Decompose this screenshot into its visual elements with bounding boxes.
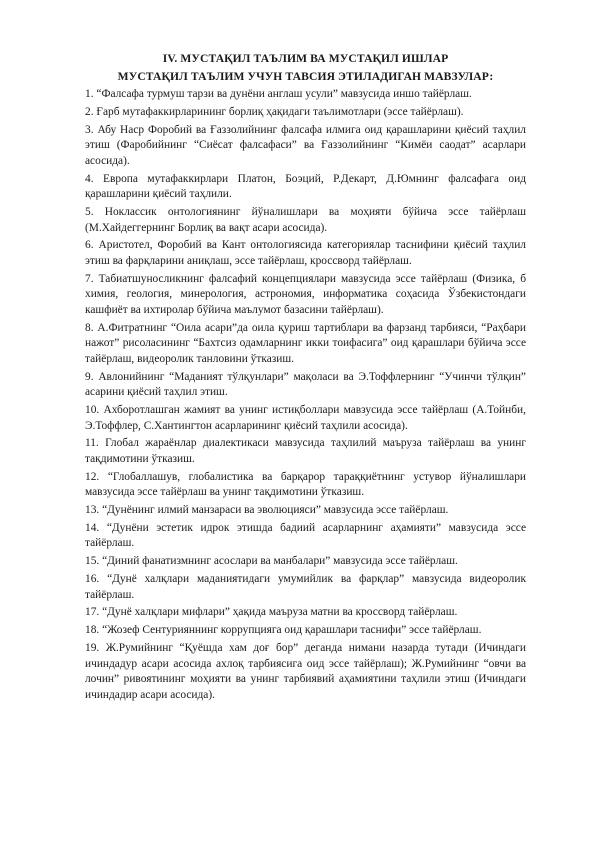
list-item: 11. Глобал жараёнлар диалектикаси мавзусида таҳлилий маъруза тайёрлаш ва унинг тақдимотини ўтказиш. (85, 437, 526, 465)
list-item: 9. Авлонийнинг “Маданият тўлқунлари” мақоласи ва Э.Тоффлернинг “Учинчи тўлқин” асарини қиёсий таҳлил этиш. (85, 370, 526, 399)
document-page (85, 50, 526, 706)
list-item: 10. Ахборотлашган жамият ва унинг истиқболлари мавзусида эссе тайёрлаш (А.Тойнби, Э.Тоффлер, С.Хантингтон асарларининг қиёсий таҳлили асосида). (85, 403, 526, 432)
list-item: 15. “Диний фанатизмнинг асослари ва манбалари” мавзусида эссе тайёрлаш. (85, 555, 458, 568)
topic-list (85, 87, 526, 703)
section-heading: IV. МУСТАҚИЛ ТАЪЛИМ ВА МУСТАҚИЛ ИШЛАР (162, 52, 449, 65)
list-item: 17. “Дунё халқлари мифлари” ҳақида маъруза матни ва кроссворд тайёрлаш. (85, 606, 458, 619)
list-item: 16. “Дунё халқлари маданиятидаги умумийлик ва фарқлар” мавзусида видеоролик тайёрлаш. (85, 573, 526, 601)
list-item: 13. “Дунёнинг илмий манзараси ва эволюцияси” мавзусида эссе тайёрлаш. (85, 504, 449, 517)
list-item: 6. Аристотел, Форобий ва Кант онтологиясида категориялар таснифини қиёсий таҳлил этиш ва фарқларини аниқлаш, эссе тайёрлаш, кроссворд тайёрлаш. (85, 239, 526, 267)
list-item: 2. Ғарб мутафаккирларининг борлиқ ҳақидаги таълимотлари (эссе тайёрлаш). (85, 105, 464, 118)
list-item: 7. Табиатшуносликнинг фалсафий концепциялари мавзусида эссе тайёрлаш (Физика, б химия, геология, минерология, астрономия, информатика соҳасида Ўзбекистондаги кашфиёт ва ихтиролар бўйича маълумот базасини тайёрлаш). (85, 272, 526, 316)
list-item: 8. А.Фитратнинг “Оила асари”да оила қуриш тартиблари ва фарзанд тарбияси, “Раҳбари нажот” рисоласининг “Бахтсиз одамларнинг икки тоифасига” оид қарашлари бўйича эссе тайёрлаш, видеоролик танловини ўтказиш. (85, 321, 526, 365)
section-subheading: МУСТАҚИЛ ТАЪЛИМ УЧУН ТАВСИЯ ЭТИЛАДИГАН МАВЗУЛАР: (117, 70, 494, 83)
list-item: 3. Абу Наср Форобий ва Ғаззолийнинг фалсафа илмига оид қарашларини қиёсий таҳлил этиш (Фаробийнинг “Сиёсат фалсафаси” ва Ғаззолийнинг “Кимёи саодат” асарлари асосида). (85, 123, 526, 167)
list-item: 1. “Фалсафа турмуш тарзи ва дунёни англаш усули” мавзусида иншо тайёрлаш. (85, 88, 472, 100)
list-item: 5. Ноклассик онтологиянинг йўналишлари ва моҳияти бўйича эссе тайёрлаш (М.Хайдеггернинг Борлиқ ва вақт асари асосида). (85, 205, 526, 234)
list-item: 4. Европа мутафаккирлари Платон, Боэций, Р.Декарт, Д.Юмнинг фалсафага оид қарашларини қиёсий таҳлили. (85, 172, 526, 201)
list-item: 12. “Глобаллашув, глобалистика ва барқарор тараққиётнинг устувор йўналишлари мавзусида эссе тайёрлаш ва унинг тақдимотини ўтказиш. (85, 470, 526, 499)
list-item: 19. Ж.Румийнинг “Қуёшда хам доғ бор” деганда нимани назарда тутади (Ичиндаги ичиндадур асари асосида ахлоқ тарбиясига оид эссе тайёрлаш); Ж.Румийнинг “овчи ва лочин” ривоятининг моҳияти ва унинг тарбиявий аҳамиятини таҳлили этиш (Ичиндаги ичиндадир асари асосида). (85, 641, 526, 701)
list-item: 14. “Дунёни эстетик идрок этишда бадиий асарларнинг аҳамияти” мавзусида эссе тайёрлаш. (85, 521, 526, 550)
list-item: 18. “Жозеф Сентурияннинг коррупцияга оид қарашлари таснифи” эссе тайёрлаш. (85, 624, 482, 637)
